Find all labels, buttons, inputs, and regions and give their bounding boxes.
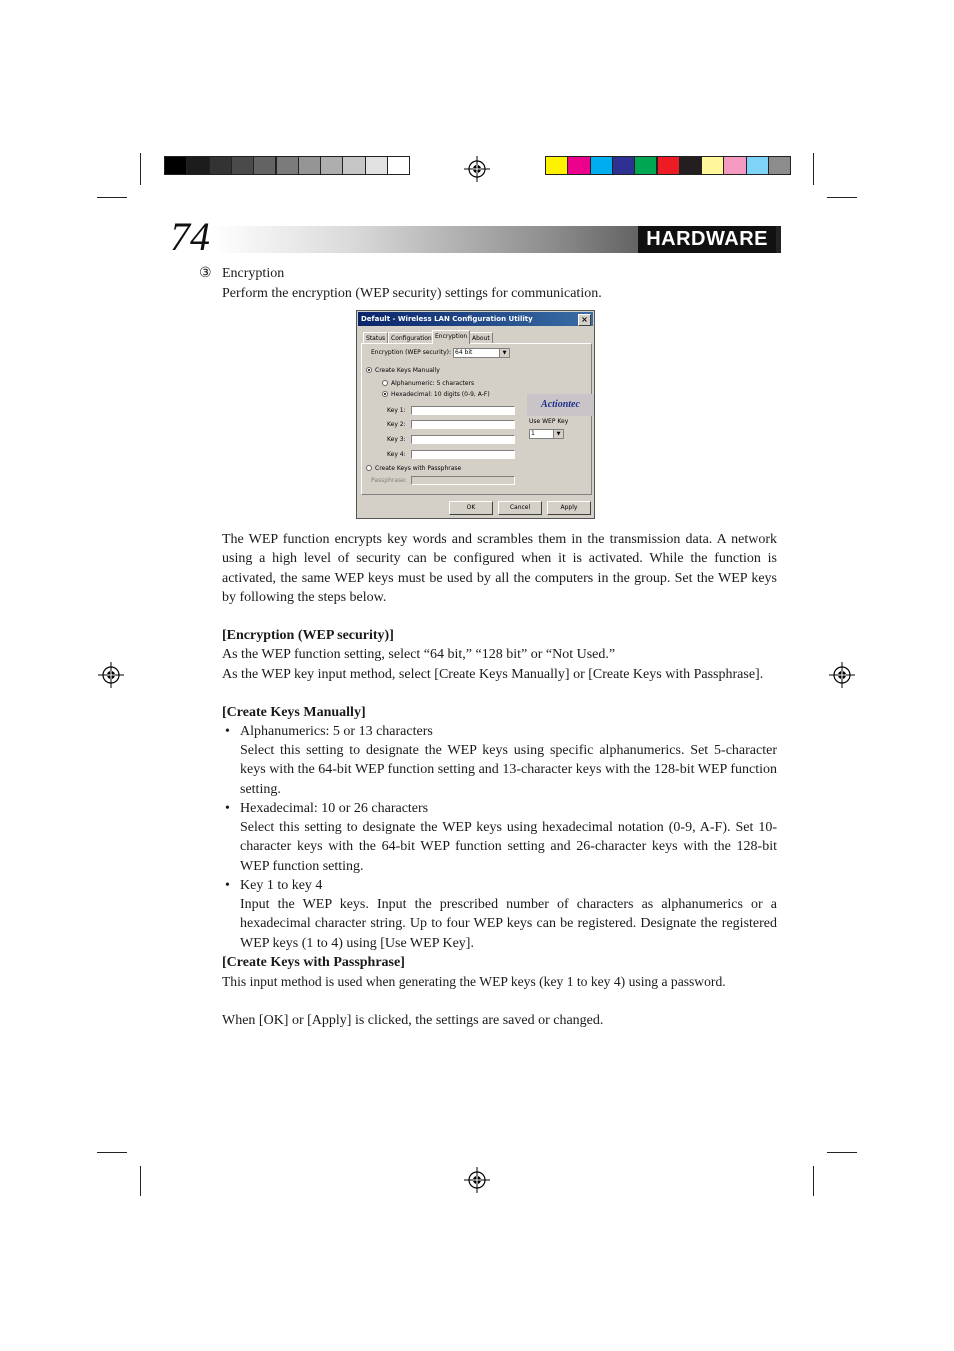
chevron-down-icon[interactable]: ▼ <box>553 430 563 438</box>
key1-input[interactable] <box>411 406 515 415</box>
use-wep-select-value: 1 <box>531 430 535 437</box>
tab-encryption[interactable]: Encryption <box>432 330 470 344</box>
bullet-2-text: Select this setting to designate the WEP keys using hexadecimal notation (0-9, A-F). Set 10-character keys with the 64-bit WEP function setting and 26-character keys with the 128-bit WEP function setting. <box>240 820 777 874</box>
bullet-3-title: Key 1 to key 4 <box>240 878 323 893</box>
registration-mark-icon <box>464 156 490 182</box>
key3-label: Key 3: <box>387 436 406 443</box>
color-swatch <box>545 156 568 175</box>
use-wep-label: Use WEP Key <box>529 418 569 425</box>
key4-input[interactable] <box>411 450 515 459</box>
color-swatch <box>164 156 187 175</box>
bullet-1-title: Alphanumerics: 5 or 13 characters <box>240 724 433 739</box>
crop-mark <box>827 197 857 198</box>
crop-mark <box>97 1152 127 1153</box>
create-manual-label: Create Keys Manually <box>375 367 440 374</box>
encryption-select[interactable] <box>453 348 510 358</box>
step-title: Encryption <box>222 266 285 281</box>
key4-label: Key 4: <box>387 451 406 458</box>
close-icon[interactable]: × <box>578 314 591 326</box>
encryption-label: Encryption (WEP security): <box>371 349 452 356</box>
encryption-line-1: As the WEP function setting, select “64 bit,” “128 bit” or “Not Used.” <box>222 647 616 662</box>
tab-status[interactable]: Status <box>363 332 388 344</box>
alnum-radio[interactable] <box>382 380 388 386</box>
color-swatch <box>612 156 635 175</box>
chevron-down-icon[interactable]: ▼ <box>499 349 509 357</box>
wlan-config-dialog <box>356 310 595 519</box>
registration-mark-icon <box>464 1167 490 1193</box>
color-swatch <box>209 156 232 175</box>
color-swatch <box>186 156 209 175</box>
color-swatch <box>387 156 410 175</box>
crop-mark <box>140 153 141 185</box>
closing-text: When [OK] or [Apply] is clicked, the settings are saved or changed. <box>222 1013 604 1028</box>
bullet-icon: • <box>225 724 230 739</box>
key2-input[interactable] <box>411 420 515 429</box>
color-swatch <box>365 156 388 175</box>
color-swatch <box>746 156 769 175</box>
apply-button[interactable]: Apply <box>547 501 591 515</box>
encryption-panel <box>361 343 592 495</box>
section-title: HARDWARE <box>638 226 776 253</box>
hex-label: Hexadecimal: 10 digits (0-9, A-F) <box>391 391 490 398</box>
color-swatch <box>590 156 613 175</box>
step-description: Perform the encryption (WEP security) settings for communication. <box>222 286 602 301</box>
key2-label: Key 2: <box>387 421 406 428</box>
hex-radio[interactable] <box>382 391 388 397</box>
color-swatch <box>657 156 680 175</box>
create-manual-radio[interactable] <box>366 367 372 373</box>
passphrase-option-label: Create Keys with Passphrase <box>375 465 462 472</box>
encryption-line-2: As the WEP key input method, select [Create Keys Manually] or [Create Keys with Passphrase]. <box>222 667 764 682</box>
color-swatch <box>342 156 365 175</box>
color-swatch <box>768 156 791 175</box>
color-swatch <box>276 156 299 175</box>
bullet-3-text: Input the WEP keys. Input the prescribed number of characters as alphanumerics or a hexadecimal character string. Up to four WEP keys can be registered. Designate the registered WEP keys (1 to 4) using [Use WEP Key]. <box>240 897 777 951</box>
color-swatch <box>320 156 343 175</box>
crop-mark <box>140 1166 141 1196</box>
intro-paragraph: The WEP function encrypts key words and scrambles them in the transmission data. A network using a high level of security can be configured when it is activated. While the function is activated, the same WEP keys must be used by all the computers in the group. Set the WEP keys by following the steps below. <box>222 532 777 605</box>
key3-input[interactable] <box>411 435 515 444</box>
passphrase-heading: [Create Keys with Passphrase] <box>222 955 405 970</box>
actiontec-logo: Actiontec <box>527 394 594 416</box>
color-swatch <box>253 156 276 175</box>
registration-mark-icon <box>829 662 855 688</box>
passphrase-label: Passphrase: <box>371 477 407 484</box>
color-swatch <box>701 156 724 175</box>
cancel-button[interactable]: Cancel <box>498 501 542 515</box>
bullet-2-title: Hexadecimal: 10 or 26 characters <box>240 801 429 816</box>
crop-mark <box>813 1166 814 1196</box>
color-swatch <box>567 156 590 175</box>
step-marker: ③ <box>199 266 212 281</box>
passphrase-radio[interactable] <box>366 465 372 471</box>
color-swatch <box>298 156 321 175</box>
dialog-title: Default - Wireless LAN Configuration Utility <box>361 315 533 323</box>
registration-mark-icon <box>98 662 124 688</box>
page-number: 74 <box>170 214 210 259</box>
bullet-1-text: Select this setting to designate the WEP keys using specific alphanumerics. Set 5-character keys with the 64-bit WEP function setting and 13-character keys with the 128-bit WEP function setting. <box>240 743 777 797</box>
crop-mark <box>813 153 814 185</box>
key1-label: Key 1: <box>387 407 406 414</box>
use-wep-select[interactable] <box>529 429 564 439</box>
color-swatch <box>634 156 657 175</box>
ok-button[interactable]: OK <box>449 501 493 515</box>
color-swatch <box>723 156 746 175</box>
color-swatch <box>679 156 702 175</box>
dialog-titlebar[interactable] <box>358 312 593 326</box>
bullet-icon: • <box>225 878 230 893</box>
passphrase-input[interactable] <box>411 476 515 485</box>
tab-about[interactable]: About <box>469 332 493 344</box>
alnum-label: Alphanumeric: 5 characters <box>391 380 475 387</box>
encryption-select-value: 64 bit <box>455 349 473 356</box>
bullet-icon: • <box>225 801 230 816</box>
tab-configuration[interactable]: Configuration <box>388 332 435 344</box>
encryption-heading: [Encryption (WEP security)] <box>222 628 394 643</box>
color-swatch <box>231 156 254 175</box>
passphrase-text: This input method is used when generating the WEP keys (key 1 to key 4) using a password. <box>222 974 726 989</box>
crop-mark <box>97 197 127 198</box>
manual-heading: [Create Keys Manually] <box>222 705 366 720</box>
crop-mark <box>827 1152 857 1153</box>
